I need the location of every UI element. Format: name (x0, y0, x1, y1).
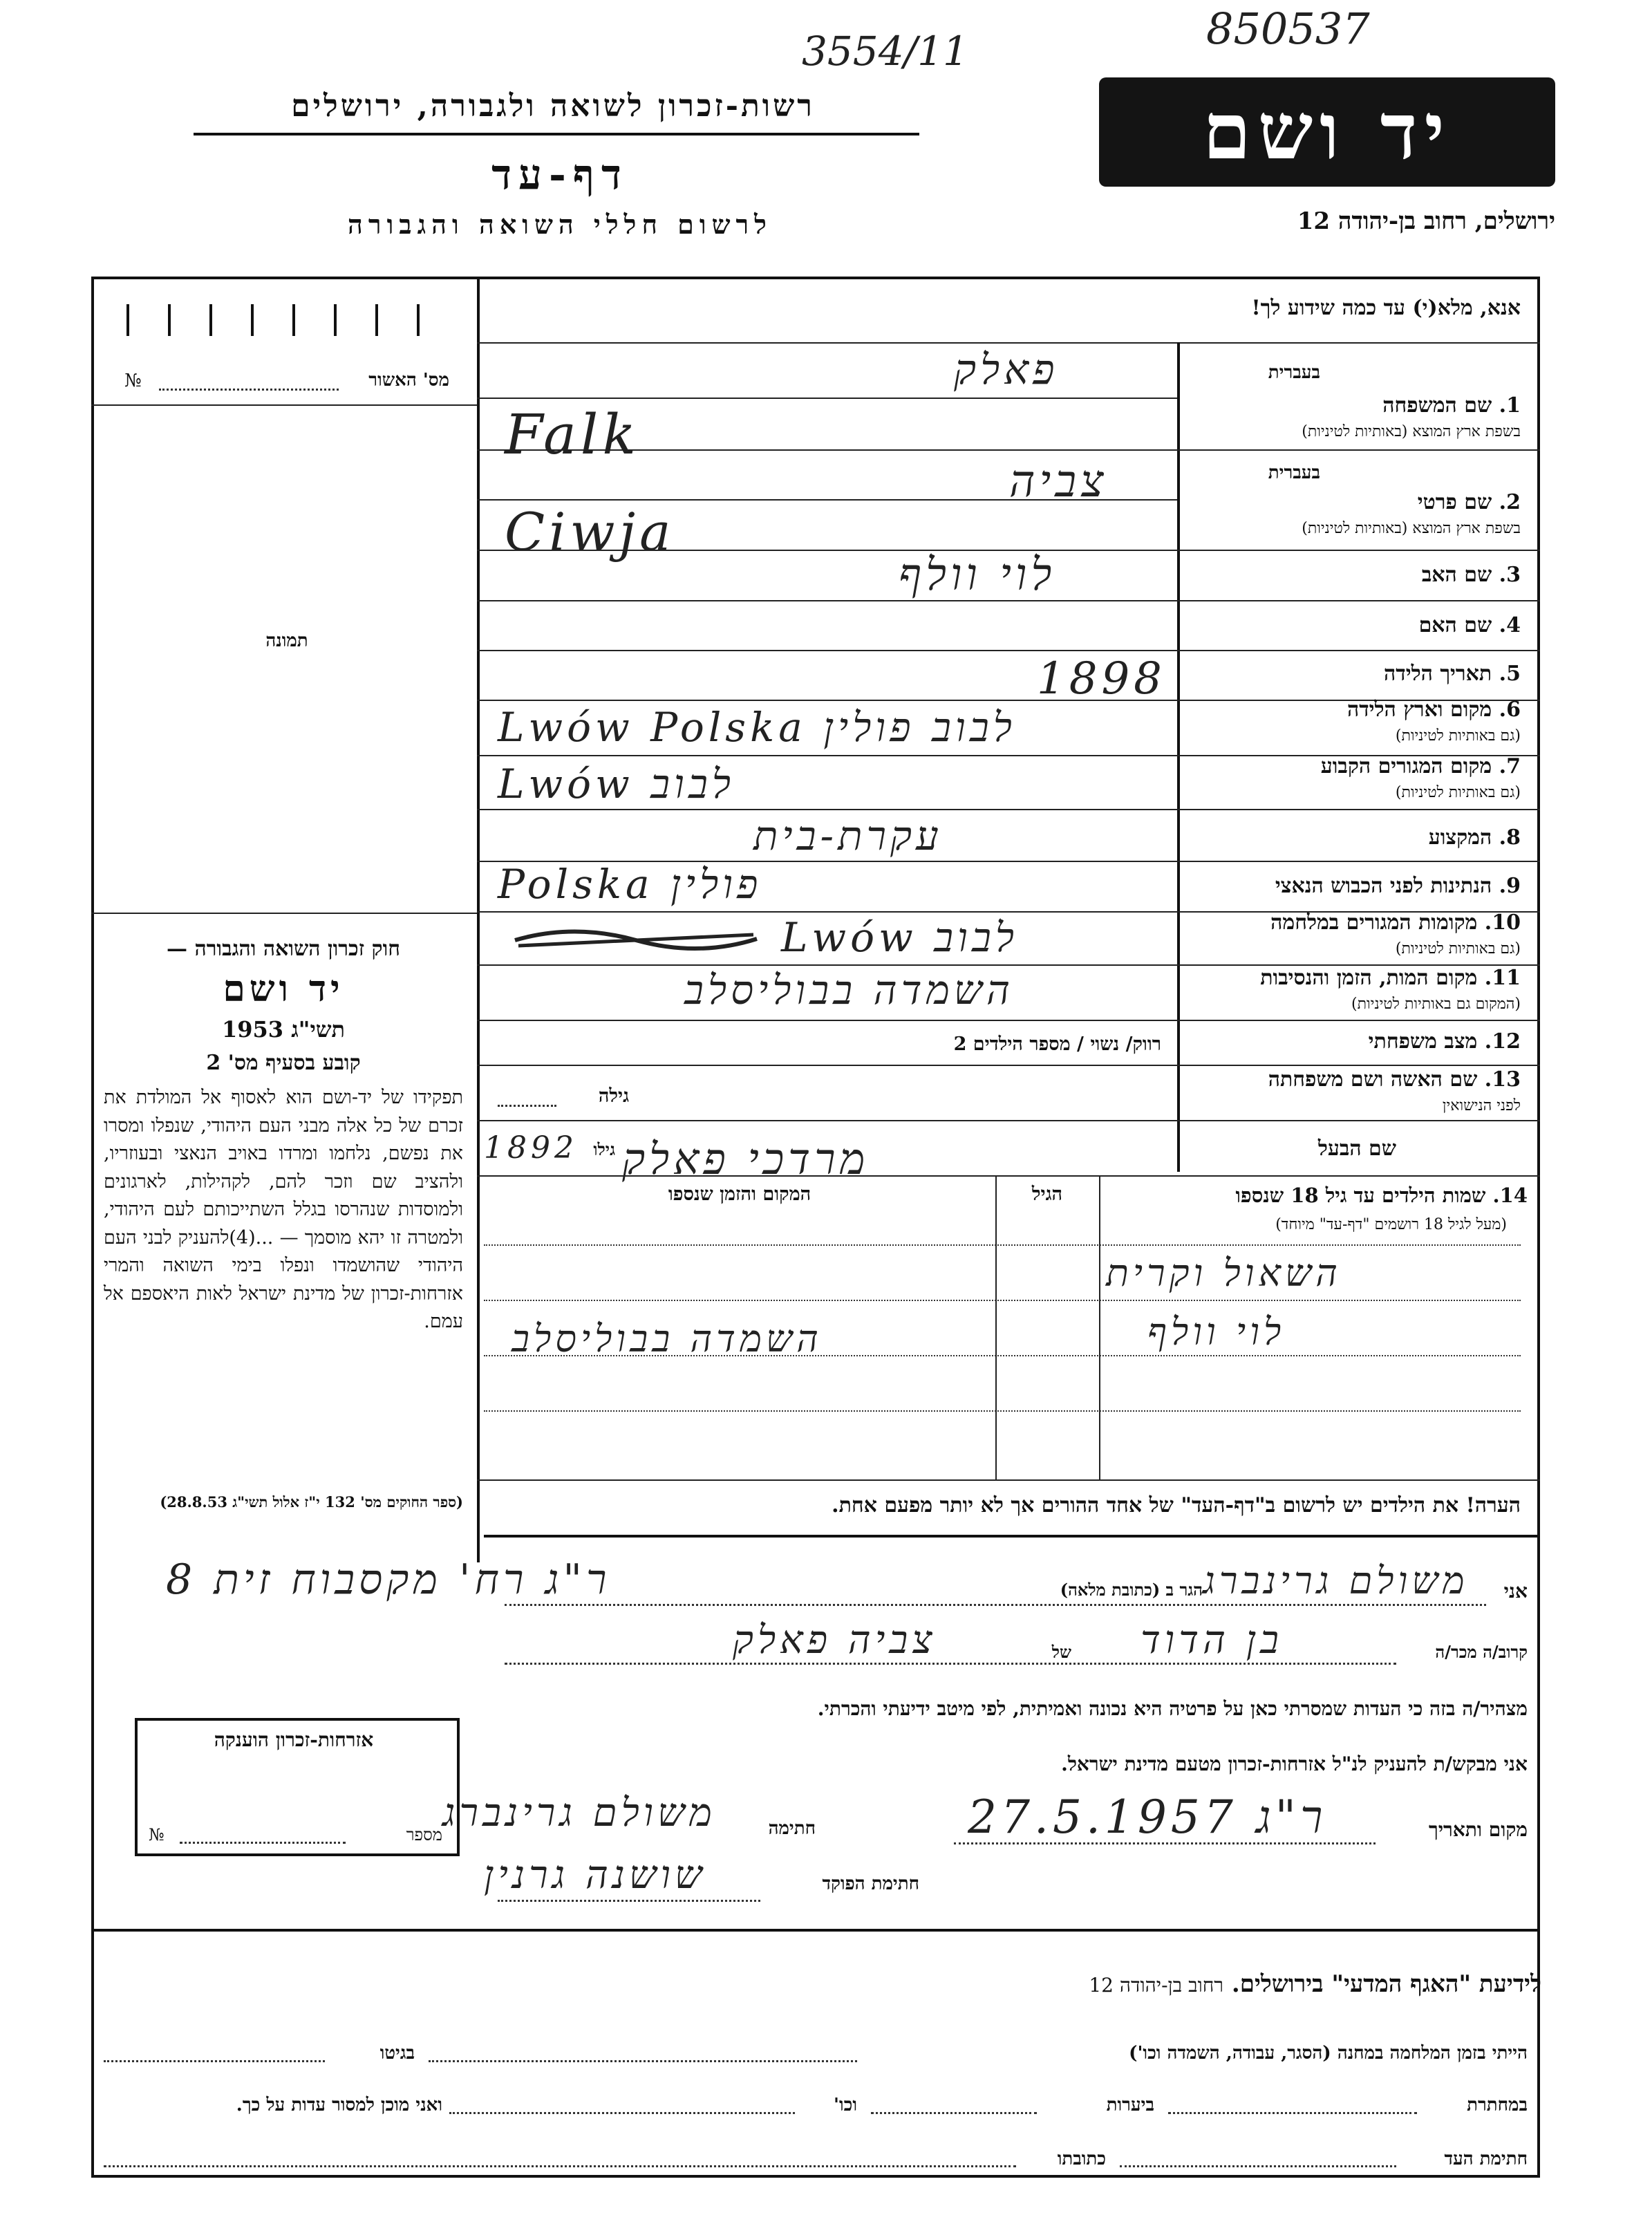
field-name-6: מקום וארץ הלידה (1346, 698, 1492, 722)
value-surname-hebrew: פאלק (954, 346, 1059, 394)
field-name-7: מקום המגורים הקבוע (1320, 754, 1492, 778)
field-name-5: תאריך הלידה (1384, 662, 1492, 686)
footer-forests-dots (871, 2112, 1037, 2114)
field-label-5 (1189, 662, 1521, 686)
row-line-11 (477, 1020, 1540, 1021)
field-label-12 (1189, 1030, 1521, 1054)
value-firstname-latin: Ciwja (505, 501, 675, 563)
footer-address-label: כתובתו (1057, 2149, 1106, 2169)
footer-separator (91, 1929, 1540, 1932)
footer-title (484, 1970, 1541, 1998)
footer-underground-dots (1168, 2112, 1417, 2114)
field-num-4: 4. (1499, 613, 1521, 637)
field-num-1: 1. (1499, 393, 1521, 418)
field-label-6 (1189, 698, 1521, 746)
children-bottom-rule (477, 1479, 1540, 1481)
approval-no-line (159, 389, 339, 391)
intro-rule (477, 342, 1540, 344)
value-death-place: השמדה בבוליסלב (684, 966, 1014, 1013)
value-residence: Lwów לבוב (498, 760, 735, 807)
declaration-i: אני (1503, 1580, 1528, 1603)
footer-line1-dots (429, 2060, 857, 2062)
field-name-1: שם המשפחה (1382, 393, 1492, 418)
field-name-3: שם האב (1421, 563, 1492, 587)
field-label-8 (1189, 826, 1521, 850)
footer-title-text: לידיעת "האגף המדעי" בירושלים. (1231, 1970, 1541, 1998)
declaration-relation: בן הדוד (1141, 1618, 1284, 1663)
field-sub-11: (המקום גם באותיות לטיניות) (1351, 995, 1521, 1013)
signature-label: חתימה (768, 1818, 816, 1839)
row-line-7 (477, 809, 1540, 810)
field-num-8: 8. (1499, 825, 1521, 850)
hebrew-label-2: בעברית (1268, 463, 1320, 483)
row-line-4 (477, 650, 1540, 651)
relative-line (505, 1663, 1396, 1665)
value-marital-status: רווק/ נשוי / מספר הילדים 2 (953, 1034, 1161, 1055)
tick-marks-graphic (121, 304, 453, 339)
declaration-request: אני מבקש/ת להעניק לנ"ל אזרחות-זכרון מטעם מדינת ישראל. (1061, 1753, 1528, 1775)
wife-age-line (498, 1105, 556, 1107)
value-husband-age: 1892 (484, 1130, 578, 1166)
declaration-of-value: צביה פאלק (733, 1618, 937, 1663)
children-age-header: הגיל (1031, 1184, 1063, 1205)
field-label-3 (1189, 563, 1521, 588)
photo-label: תמונה (265, 630, 308, 651)
form-title: דף-עד (491, 151, 628, 199)
footer-line1: הייתי בזמן המלחמה במחנה (הסגר, עבודה, השמדה וכו') (1129, 2043, 1528, 2064)
note-bottom-rule (484, 1535, 1540, 1538)
children-col-1 (1099, 1175, 1100, 1479)
signature-value: משולם גרינברג (442, 1791, 716, 1835)
field-num-11: 11. (1484, 966, 1521, 990)
approval-no-label: מס' האשור (368, 370, 449, 391)
child-name-1: השאול וקרית (1106, 1251, 1342, 1295)
husband-age-label: גילו (593, 1139, 615, 1159)
certificate-number-label: מספר (406, 1825, 442, 1844)
children-place-header: המקום והזמן שנספו (668, 1184, 811, 1205)
field-name-10: מקומות המגורים במלחמה (1270, 910, 1478, 935)
footer-ghetto-dots (104, 2060, 325, 2062)
yad-vashem-logo (1099, 77, 1555, 187)
place-date-line (954, 1842, 1376, 1844)
field-num-12: 12. (1484, 1029, 1521, 1054)
field-num-6: 6. (1499, 698, 1521, 722)
field-sub-6: (גם באותיות לטיניות) (1395, 727, 1521, 745)
archive-number-left: 3554/11 (802, 28, 968, 75)
authority-title: רשות-זכרון לשואה ולגבורה, ירושלים (291, 88, 815, 124)
children-col-2 (995, 1175, 997, 1479)
field-sub-1: בשפת ארץ המוצא (באותיות לטיניות) (1302, 422, 1521, 440)
value-birthplace: Lwów Polska לבוב פולין (498, 704, 1016, 751)
certificate-number-line (180, 1842, 346, 1844)
field-num-5: 5. (1499, 662, 1521, 686)
photo-bottom-rule (91, 913, 477, 914)
field-label-1 (1189, 394, 1521, 442)
law-clause: קובע בסעיף מס' 2 (206, 1051, 361, 1075)
field-label-13 (1189, 1068, 1521, 1116)
declaration-relative-label: קרוב/ה מכר/ה (1435, 1642, 1528, 1662)
field-num-10: 10. (1484, 910, 1521, 935)
strikethrough-mark (511, 919, 760, 961)
field-label-11 (1189, 966, 1521, 1014)
declaration-resident-label: הגר ב (כתובת מלאה) (1060, 1580, 1203, 1600)
field-label-4 (1189, 614, 1521, 638)
children-note: הערה! את הילדים יש לרשום ב"דף-העד" של אחד ההורים אך לא יותר מפעם אחת. (832, 1493, 1521, 1517)
approval-no-mark: № (124, 371, 142, 391)
declaration-name: משולם גרינברג (1203, 1559, 1469, 1603)
field-sub-10: (גם באותיות לטיניות) (1395, 940, 1521, 957)
declaration-of-label: של (1051, 1642, 1071, 1662)
field-name-13: שם האשה ושם משפחתה (1268, 1067, 1478, 1092)
field-num-2: 2. (1499, 490, 1521, 514)
sidebar-tick-marks (121, 304, 453, 339)
law-text: תפקידו של יד-ושם הוא לאסוף אל המולדת את זכרם של כל אלה מבני העם היהודי, שנפלו ומסרו את נפשם, נלחמו ומרדו באויב הנאצי ובעוזריו, ולהציב שם וזכר להם, לקהילות, לארגונים ולמוסדות שנהרסו בגלל השתייכותם לעם היהודי, ולמטרה זו יהא מוסמך — ...(4)להעניק לבני העם היהודי שהושמדו ונפלו בימי השואה והמרי אזרחות-זכרון של מדינת ישראל לאות היאספם אל עמם. (104, 1087, 463, 1332)
field-name-12: מצב משפחתי (1368, 1029, 1478, 1054)
field-name-8: המקצוע (1428, 825, 1492, 850)
footer-etc: וכו' (834, 2095, 857, 2115)
place-date-value: ר"ג 27.5.1957 (968, 1791, 1327, 1844)
field-label-7 (1189, 755, 1521, 803)
field-name-4: שם האם (1418, 613, 1492, 637)
law-year: תשי"ג 1953 (222, 1016, 345, 1043)
field-label-2 (1189, 491, 1521, 539)
field-label-9 (1189, 875, 1521, 899)
authority-underline (194, 133, 919, 136)
form-intro: אנא, מלא(י) עד כמה שידוע לך! (1251, 296, 1521, 320)
children-row-4 (484, 1410, 1521, 1412)
footer-etc-dots (449, 2112, 795, 2114)
field-num-7: 7. (1499, 754, 1521, 778)
logo-text: יד ושם (1202, 86, 1452, 177)
law-title: חוק זכרון השואה והגבורה — (167, 937, 400, 961)
officer-label: חתימת הפוקד (822, 1874, 919, 1894)
footer-witness-dots (1120, 2165, 1396, 2167)
value-firstname-hebrew: צביה (1009, 456, 1108, 507)
field-name-11: מקום המות, הזמן והנסיבות (1260, 966, 1478, 990)
footer-forests: ביערות (1106, 2095, 1154, 2115)
footer-underground: במחתרת (1467, 2095, 1528, 2115)
field-name-2: שם פרטי (1417, 490, 1492, 514)
child-place-1: השמדה בבוליסלב (511, 1317, 823, 1361)
field-num-9: 9. (1499, 874, 1521, 898)
children-subheader: (מעל לגיל 18 רושמים "דף-עד" מיוחד) (1275, 1216, 1507, 1233)
children-header: 14. שמות הילדים עד גיל 18 שנספו (1235, 1184, 1528, 1207)
hebrew-label-1: בעברית (1268, 362, 1320, 383)
field-num-3: 3. (1499, 563, 1521, 587)
declaration-address: ר"ג רח' מקסבוח זית 8 (166, 1555, 611, 1604)
value-occupation: עקרת-בית (753, 812, 943, 859)
footer-ghetto: בגיטו (379, 2043, 415, 2064)
footer-witness-sig: חתימת העד (1444, 2149, 1528, 2169)
law-name: יד ושם (223, 968, 344, 1010)
footer-ready: ואני מוכן למסור עדות על כך. (236, 2095, 442, 2115)
value-citizenship: Polska פולין (498, 861, 762, 908)
value-father: לוי וולף (899, 550, 1056, 601)
value-wartime-residence: Lwów לבוב (781, 914, 1019, 961)
child-name-2: לוי וולף (1147, 1310, 1286, 1354)
certificate-label: אזרחות-זכרון הוענקה (214, 1728, 374, 1751)
field-sub-13: לפני הנישואין (1442, 1096, 1521, 1114)
value-surname-latin: Falk (505, 402, 640, 467)
field-num-13: 13. (1484, 1067, 1521, 1092)
archive-number-right: 850537 (1206, 3, 1370, 54)
field-name-9: הנתינות לפני הכבוש הנאצי (1275, 874, 1492, 898)
field-sub-7: (גם באותיות לטיניות) (1395, 783, 1521, 801)
header-address: ירושלים, רחוב בן-יהודה 12 (1297, 207, 1555, 235)
field-sub-2: בשפת ארץ המוצא (באותיות לטיניות) (1302, 519, 1521, 537)
children-row-1 (484, 1244, 1521, 1246)
law-reference: (ספר החוקים מס' 132 י"ז אלול תשי"ג 28.8.53) (160, 1493, 463, 1511)
field-label-10 (1189, 911, 1521, 959)
declaration-affirm: מצהיר/ה בזה כי העדות שמסרתי כאן על פרטיה היא נכונה ואמיתית, לפי מיטב ידיעתי והכרתי. (817, 1697, 1528, 1720)
sidebar-divider (477, 277, 480, 1562)
value-husband-name: מרדכי פאלק (622, 1134, 870, 1184)
row1-mid-line (477, 398, 1177, 399)
address-line (505, 1604, 1486, 1606)
place-date-label: מקום ותאריך (1428, 1818, 1528, 1841)
form-subtitle: לרשום חללי השואה והגבורה (348, 209, 772, 240)
wife-age-label: גילה (598, 1085, 629, 1107)
footer-address: רחוב בן-יהודה 12 (1089, 1974, 1224, 1997)
husband-label: שם הבעל (1317, 1137, 1396, 1161)
footer-address-dots (104, 2165, 1016, 2167)
row-line-13 (477, 1120, 1540, 1121)
certificate-no-mark: № (149, 1825, 165, 1844)
officer-value: שושנה גרנין (484, 1853, 706, 1898)
children-row-2 (484, 1300, 1521, 1301)
labels-divider (1177, 342, 1180, 1172)
sidebar-top-rule (91, 404, 477, 406)
value-birthdate: 1898 (1037, 653, 1166, 704)
row-line-12 (477, 1065, 1540, 1066)
officer-line (498, 1900, 760, 1902)
